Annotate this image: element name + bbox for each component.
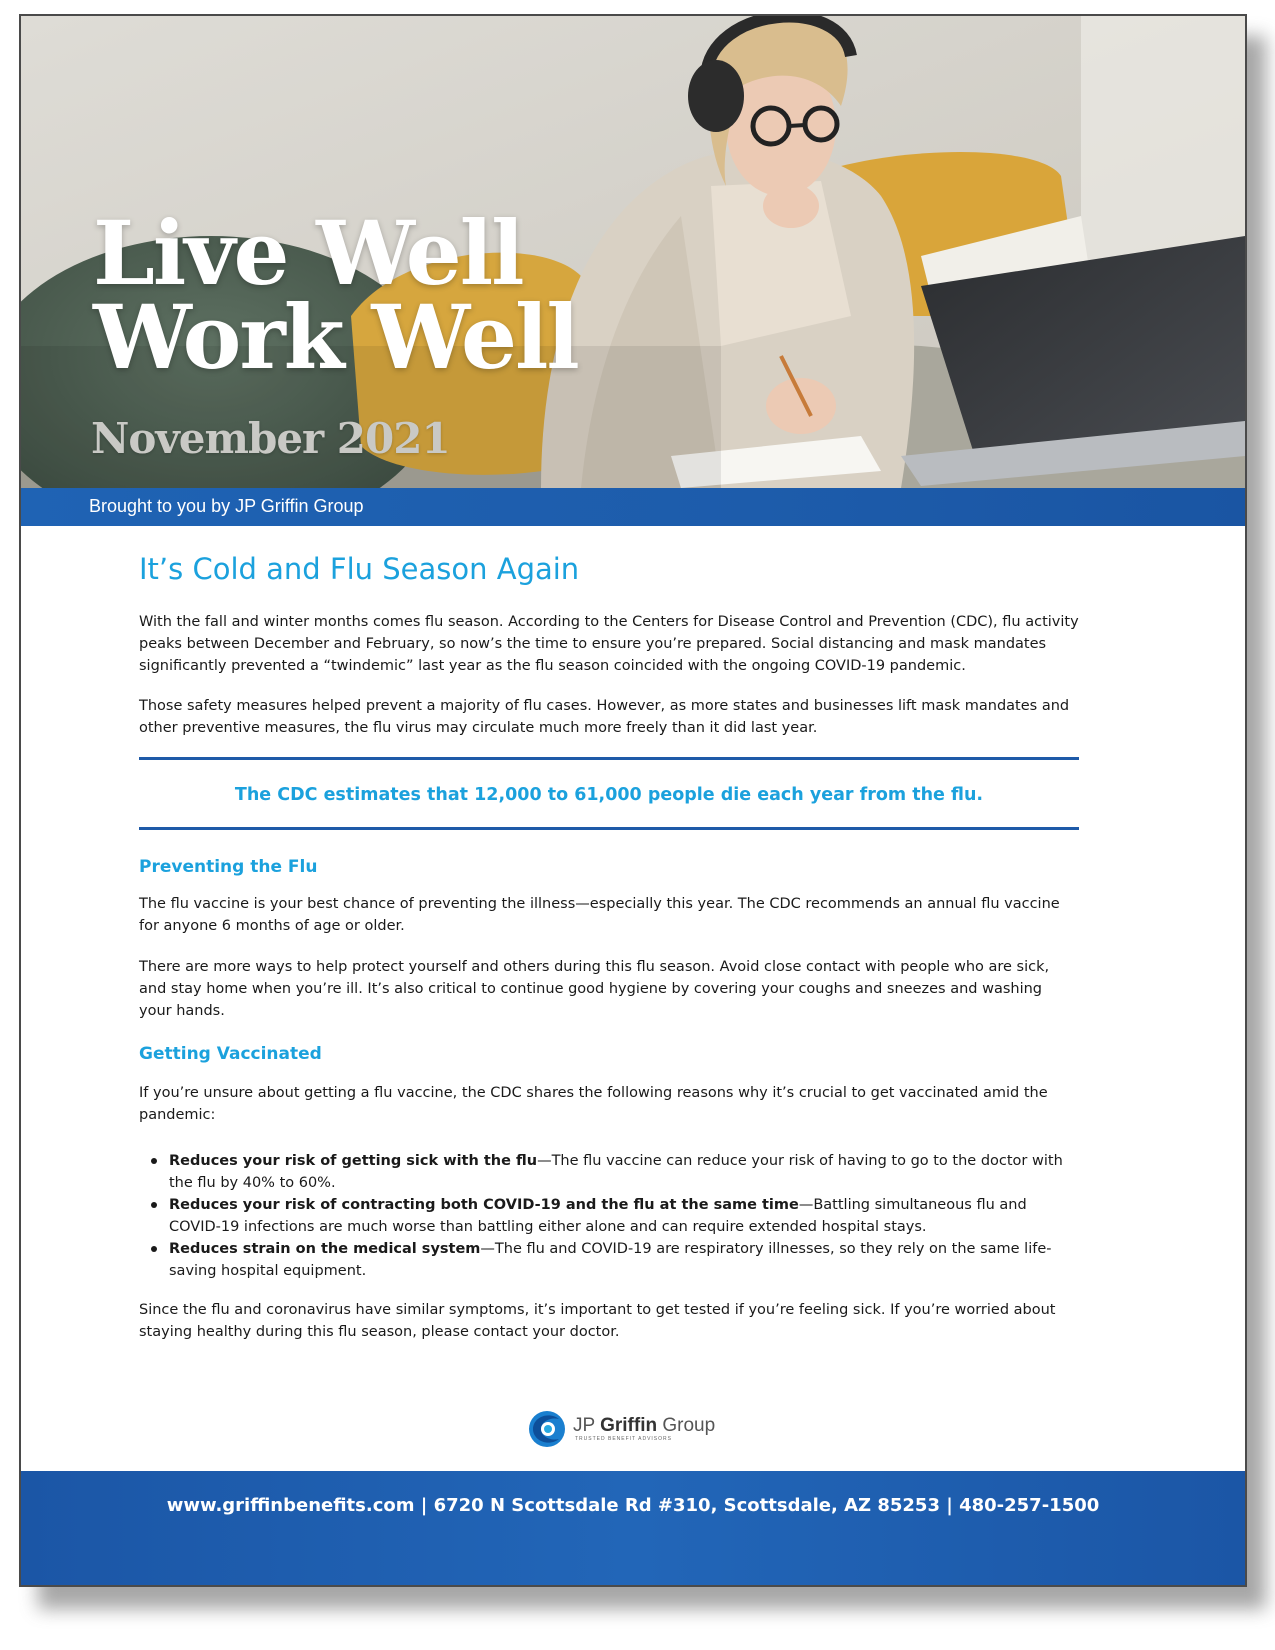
article-title: It’s Cold and Flu Season Again (139, 552, 580, 586)
swirl-logo-icon (525, 1409, 569, 1449)
footer-contact: www.griffinbenefits.com | 6720 N Scottsdale Rd #310, Scottsdale, AZ 85253 | 480-257-1500 (166, 1495, 1100, 1516)
list-item-bold: Reduces your risk of getting sick with the flu (169, 1153, 538, 1169)
callout-rule-bottom (139, 827, 1079, 830)
newsletter-page (19, 14, 1247, 1587)
newsletter-title (93, 201, 578, 389)
vaccinated-paragraph: If you’re unsure about getting a flu vaccine, the CDC shares the following reasons why it’s crucial to get vaccinated amid the pandemic: (139, 1085, 1048, 1123)
bullet-dot (151, 1202, 157, 1208)
callout-rule-top (139, 757, 1079, 760)
logo-jp: JP (573, 1415, 601, 1436)
section-heading-preventing: Preventing the Flu (139, 857, 318, 877)
section-heading-vaccinated: Getting Vaccinated (139, 1044, 322, 1064)
logo-group: Group (657, 1415, 716, 1436)
list-item-text: —Battling simultaneous flu and COVID-19 infections are much worse than battling either alone and can require extended hospital stays. (169, 1197, 1027, 1235)
title-line-2: Work Well (93, 285, 578, 389)
list-item-bold: Reduces your risk of contracting both COVID-19 and the flu at the same time (169, 1197, 799, 1213)
logo-wordmark (573, 1415, 715, 1437)
list-item-bold: Reduces strain on the medical system (169, 1241, 481, 1257)
byline-text: Brought to you by JP Griffin Group (89, 496, 364, 516)
company-logo (525, 1409, 725, 1449)
list-item (151, 1194, 1076, 1238)
list-item (151, 1150, 1076, 1194)
preventing-paragraph-2: There are more ways to help protect yourself and others during this flu season. Avoid close contact with people who are sick, and stay home when you’re ill. It’s also critical to continue good hygiene by covering your coughs and sneezes and washing your hands. (139, 959, 1050, 1019)
reasons-list (151, 1150, 1076, 1282)
footer-bar (21, 1471, 1245, 1585)
closing-paragraph: Since the flu and coronavirus have similar symptoms, it’s important to get tested if you’re feeling sick. If you’re worried about staying healthy during this flu season, please contact your doctor. (139, 1302, 1056, 1340)
list-item-text: —The flu vaccine can reduce your risk of having to go to the doctor with the flu by 40% to 60%. (169, 1153, 1063, 1191)
list-item (151, 1238, 1076, 1282)
issue-date: November 2021 (91, 414, 450, 463)
bullet-dot (151, 1158, 157, 1164)
title-line-1: Live Well (93, 201, 523, 305)
hero-banner (21, 16, 1245, 488)
callout-stat: The CDC estimates that 12,000 to 61,000 people die each year from the flu. (234, 785, 984, 805)
intro-paragraph-2: Those safety measures helped prevent a majority of flu cases. However, as more states and businesses lift mask mandates and other preventive measures, the flu virus may circulate much more freely than it did last year. (139, 698, 1070, 736)
list-item-text: —The flu and COVID-19 are respiratory illnesses, so they rely on the same life-saving hospital equipment. (169, 1241, 1052, 1279)
logo-griffin: Griffin (600, 1415, 658, 1436)
preventing-paragraph-1: The flu vaccine is your best chance of preventing the illness—especially this year. The CDC recommends an annual flu vaccine for anyone 6 months of age or older. (139, 896, 1060, 934)
bullet-dot (151, 1246, 157, 1252)
byline-bar (21, 488, 1245, 526)
logo-tagline: TRUSTED BENEFIT ADVISORS (575, 1436, 672, 1442)
intro-paragraph-1: With the fall and winter months comes flu season. According to the Centers for Disease Control and Prevention (CDC), flu activity peaks between December and February, so now’s the time to ensure you’re prepared. Social distancing and mask mandates significantly prevented a “twindemic” last year as the flu season coincided with the ongoing COVID-19 pandemic. (139, 614, 1079, 674)
